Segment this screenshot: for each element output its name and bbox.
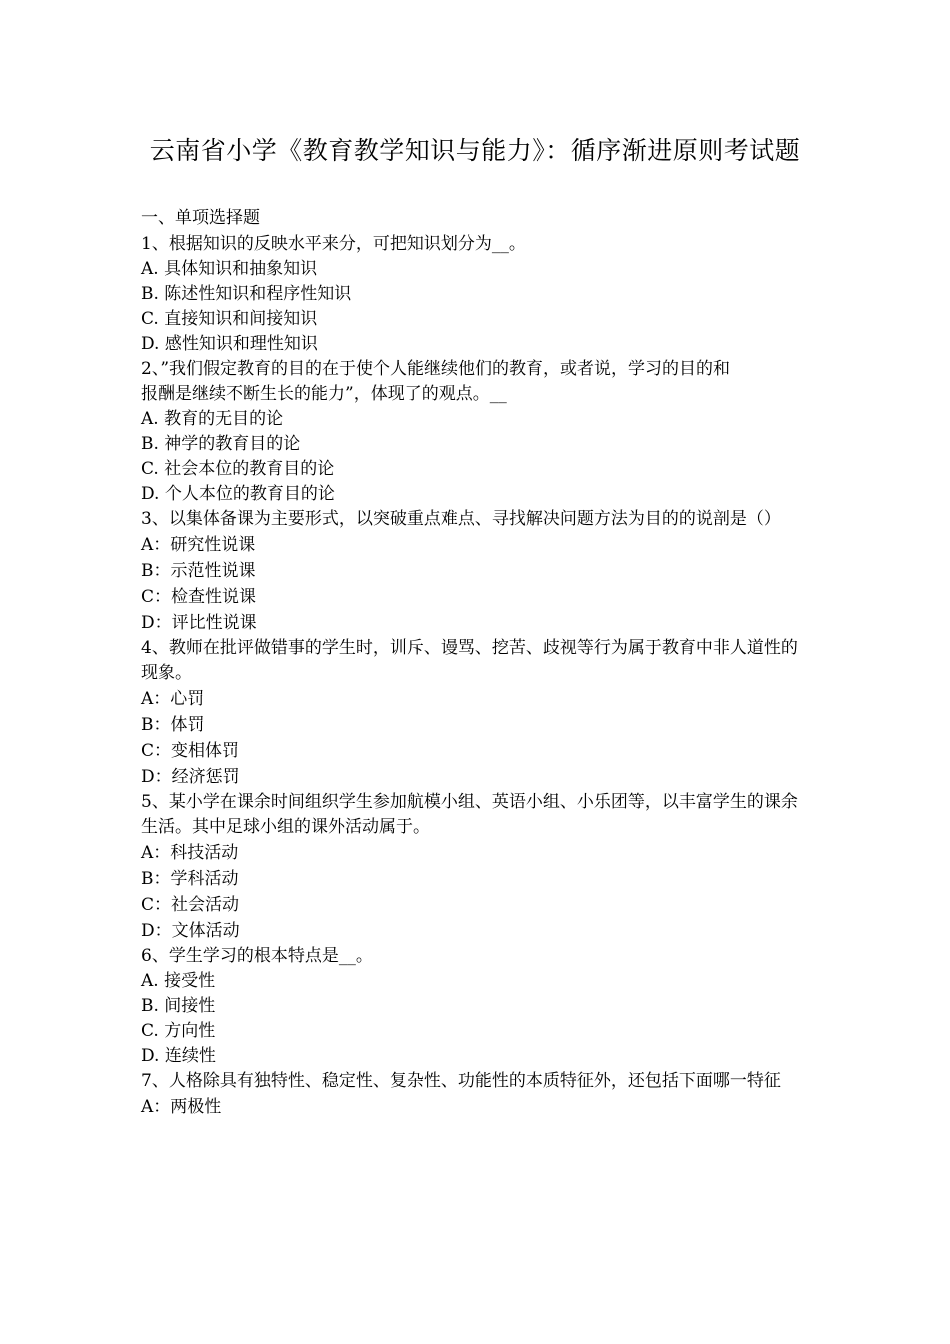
answer-option: A. 教育的无目的论 <box>141 409 284 429</box>
question-text: 6、学生学习的根本特点是__。 <box>141 946 373 966</box>
answer-option: A：科技活动 <box>141 843 239 863</box>
answer-option: D：评比性说课 <box>141 613 257 633</box>
question-text: 2、”我们假定教育的目的在于使个人能继续他们的教育，或者说，学习的目的和 <box>141 359 731 379</box>
answer-option: D. 个人本位的教育目的论 <box>141 484 335 504</box>
answer-option: B：体罚 <box>141 715 205 735</box>
question-list <box>141 206 809 1120</box>
answer-option: A. 具体知识和抽象知识 <box>141 259 318 279</box>
answer-option: B. 间接性 <box>141 996 216 1016</box>
answer-option: B. 陈述性知识和程序性知识 <box>141 284 352 304</box>
answer-option: C：检查性说课 <box>141 587 257 607</box>
answer-option: D：文体活动 <box>141 921 240 941</box>
answer-option: C. 方向性 <box>141 1021 216 1041</box>
section-heading: 一、单项选择题 <box>141 208 260 228</box>
question-text: 5、某小学在课余时间组织学生参加航模小组、英语小组、小乐团等，以丰富学生的课余生活。其中足球小组的课外活动属于。 <box>141 792 798 837</box>
answer-option: D：经济惩罚 <box>141 767 240 787</box>
answer-option: C. 直接知识和间接知识 <box>141 309 318 329</box>
answer-option: A：两极性 <box>141 1097 222 1117</box>
question-text: 3、以集体备课为主要形式，以突破重点难点、寻找解决问题方法为目的的说剖是（） <box>141 509 781 529</box>
answer-option: D. 感性知识和理性知识 <box>141 334 318 354</box>
answer-option: D. 连续性 <box>141 1046 216 1066</box>
answer-option: B. 神学的教育目的论 <box>141 434 301 454</box>
answer-option: C. 社会本位的教育目的论 <box>141 459 335 479</box>
question-text: 4、教师在批评做错事的学生时，训斥、谩骂、挖苦、歧视等行为属于教育中非人道性的现象。 <box>141 638 798 683</box>
question-text: 7、人格除具有独特性、稳定性、复杂性、功能性的本质特征外，还包括下面哪一特征 <box>141 1071 781 1091</box>
answer-option: A. 接受性 <box>141 971 216 991</box>
answer-option: B：示范性说课 <box>141 561 256 581</box>
answer-option: A：研究性说课 <box>141 535 256 555</box>
answer-option: B：学科活动 <box>141 869 239 889</box>
answer-option: A：心罚 <box>141 689 205 709</box>
document-title: 云南省小学《教育教学知识与能力》：循序渐进原则考试题 <box>149 136 801 165</box>
answer-option: C：社会活动 <box>141 895 240 915</box>
answer-option: C：变相体罚 <box>141 741 240 761</box>
question-text: 报酬是继续不断生长的能力”，体现了的观点。__ <box>141 384 507 404</box>
question-text: 1、根据知识的反映水平来分，可把知识划分为__。 <box>141 234 526 254</box>
